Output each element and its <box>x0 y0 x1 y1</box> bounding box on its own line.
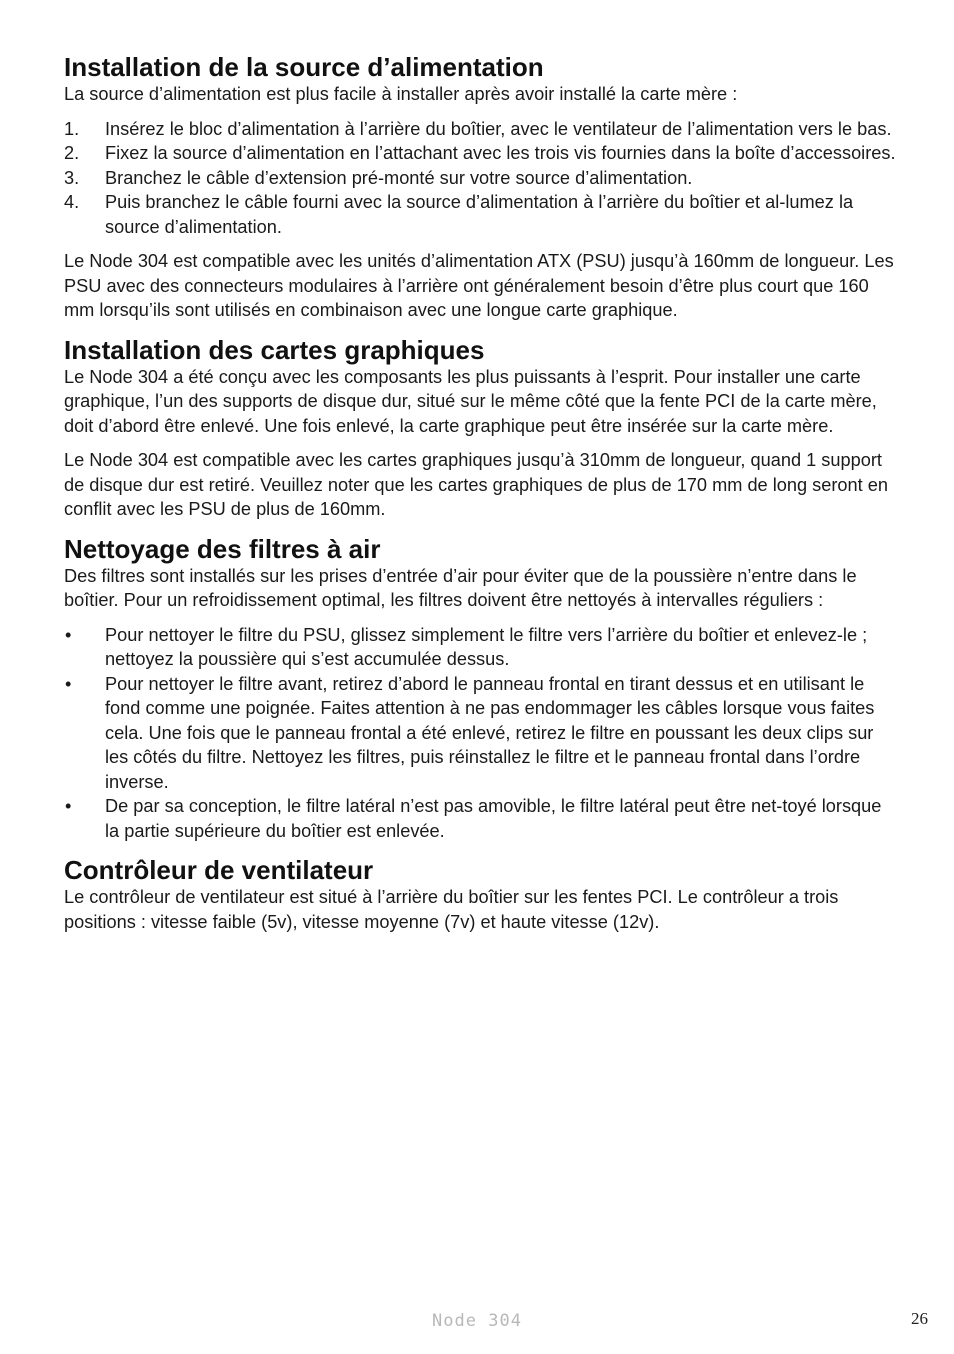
section-paragraph: Le contrôleur de ventilateur est situé à l’arrière du boîtier sur les fentes PCI. Le contrôleur a trois positions : vitesse faible (5v), vitesse moyenne (7v) et haute vitesse (12v). <box>64 887 839 932</box>
list-item <box>64 794 898 843</box>
steps-list <box>64 117 898 240</box>
section-air-filters <box>64 534 898 844</box>
section-psu-installation <box>64 52 898 323</box>
section-fan-controller <box>64 855 898 934</box>
step-text: Fixez la source d’alimentation en l’attachant avec les trois vis fournies dans la boîte d’accessoires. <box>105 143 896 163</box>
step-text: Puis branchez le câble fourni avec la source d’alimentation à l’arrière du boîtier et al-lumez la source d’alimentation. <box>105 192 854 237</box>
step-text: Branchez le câble d’extension pré-monté sur votre source d’alimentation. <box>105 167 693 188</box>
step-number: 2. <box>64 143 80 163</box>
bullet-icon: • <box>65 796 72 816</box>
list-item <box>64 141 898 166</box>
section-heading: Installation de la source d’alimentation <box>64 52 544 82</box>
page-number: 26 <box>911 1309 928 1328</box>
step-number: 4. <box>64 192 80 212</box>
section-graphics-cards <box>64 335 898 522</box>
section-paragraph: Le Node 304 est compatible avec les unités d’alimentation ATX (PSU) jusqu’à 160mm de longueur. Les PSU avec des connecteurs modulaires à l’arrière ont généralement besoin d’être plus court que 160 mm lorsqu’ils sont utilisés en combinaison avec une longue carte graphique. <box>64 251 894 320</box>
section-intro: La source d’alimentation est plus facile à installer après avoir installé la carte mère : <box>64 84 738 104</box>
list-item <box>64 117 898 142</box>
bullet-text: Pour nettoyer le filtre avant, retirez d’abord le panneau frontal en tirant dessus et en utilisant le fond comme une poignée. Faites attention à ne pas endommager les câbles lorsque vous faites cela. Une fois que le panneau frontal a été enlevé, retirez le filtre en poussant les deux clips sur les côtés du filtre. Nettoyez les filtres, puis réinstallez le filtre et le panneau frontal dans l’ordre inverse. <box>105 673 875 792</box>
section-heading: Nettoyage des filtres à air <box>64 533 381 564</box>
step-number: 3. <box>64 167 80 188</box>
section-heading: Installation des cartes graphiques <box>64 334 485 365</box>
list-item <box>64 190 898 239</box>
list-item <box>64 623 898 672</box>
section-intro: Des filtres sont installés sur les prises d’entrée d’air pour éviter que de la poussière n’entre dans le boîtier. Pour un refroidissement optimal, les filtres doivent être nettoyés à intervalles réguliers : <box>64 565 857 610</box>
bullet-icon: • <box>65 624 72 645</box>
section-paragraph: Le Node 304 est compatible avec les cartes graphiques jusqu’à 310mm de longueur, quand 1 support de disque dur est retiré. Veuillez noter que les cartes graphiques de plus de 170 mm de long seront en conflit avec les PSU de plus de 160mm. <box>64 450 888 519</box>
list-item <box>64 672 898 795</box>
bullet-text: De par sa conception, le filtre latéral n’est pas amovible, le filtre latéral peut être net-toyé lorsque la partie supérieure du boîtier est enlevée. <box>105 796 882 841</box>
step-text: Insérez le bloc d’alimentation à l’arrière du boîtier, avec le ventilateur de l’alimentation vers le bas. <box>105 118 892 139</box>
footer-product-name: Node 304 <box>432 1311 522 1331</box>
bullet-icon: • <box>65 673 72 694</box>
document-page <box>64 52 898 946</box>
step-number: 1. <box>64 118 80 139</box>
section-heading: Contrôleur de ventilateur <box>64 855 374 885</box>
list-item <box>64 166 898 191</box>
bullet-text: Pour nettoyer le filtre du PSU, glissez simplement le filtre vers l’arrière du boîtier et enlevez-le ; nettoyez la poussière qui s’est accumulée dessus. <box>105 624 868 669</box>
bullet-list <box>64 623 898 844</box>
section-paragraph: Le Node 304 a été conçu avec les composants les plus puissants à l’esprit. Pour installer une carte graphique, l’un des supports de disque dur, situé sur le même côté que la fente PCI de la carte mère, doit d’abord être enlevé. Une fois enlevé, la carte graphique peut être insérée sur la carte mère. <box>64 366 877 436</box>
